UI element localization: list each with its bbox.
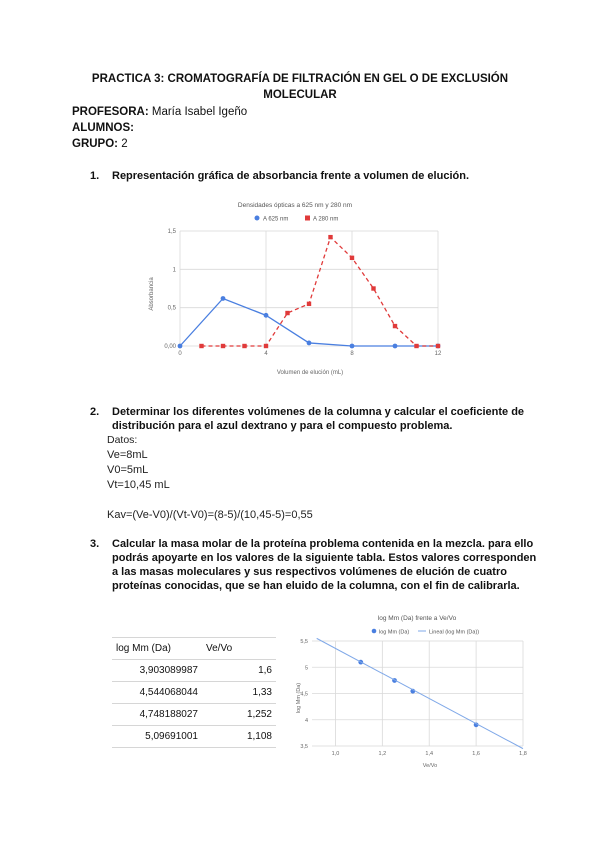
data-point <box>178 344 183 349</box>
x-tick-label: 0 <box>178 351 182 357</box>
vt-value: Vt=10,45 mL <box>107 479 170 491</box>
data-point <box>264 344 268 348</box>
table-row <box>112 682 276 704</box>
data-point <box>393 324 397 328</box>
grupo-value: 2 <box>121 138 128 150</box>
table-row <box>112 726 276 748</box>
section-1-text: Representación gráfica de absorbancia frente a volumen de elución. <box>112 170 469 182</box>
section-3-text: Calcular la masa molar de la proteína problema contenida en la mezcla. para ello podrás apoyarte en los valores de la siguiente tabla. Estos valores corresponden a las masas moleculares y sus respectivos volúmenes de elución de cuatro proteínas conocidas, que se han eluido de la columna, con el fin de calibrarla. <box>112 538 537 592</box>
chart1-grid <box>180 231 438 346</box>
chart2-x-label: Ve/Vo <box>422 763 438 769</box>
alumnos-line <box>72 121 134 136</box>
x-tick-label: 1,8 <box>519 751 527 757</box>
chart1-legend-1: A 625 nm <box>263 216 289 223</box>
y-tick-label: 4,5 <box>300 691 308 698</box>
table-header-cell: Ve/Vo <box>202 638 276 660</box>
x-tick-label: 1,2 <box>378 751 387 757</box>
y-tick-label: 1 <box>172 267 176 274</box>
y-tick-label: 1,5 <box>167 229 176 235</box>
data-point <box>221 296 226 301</box>
table-row <box>112 660 276 682</box>
section-3 <box>90 537 550 607</box>
grupo-label: GRUPO: <box>72 138 118 150</box>
x-tick-label: 12 <box>434 351 442 357</box>
data-point <box>414 344 418 348</box>
table-header-row <box>112 638 276 660</box>
section-1-number: 1. <box>90 170 100 182</box>
chart1-ticks <box>164 229 442 357</box>
kav-formula: Kav=(Ve-V0)/(Vt-V0)=(8-5)/(10,45-5)=0,55 <box>107 509 313 521</box>
datos-label: Datos: <box>107 434 138 446</box>
legend-point-marker <box>372 629 377 634</box>
table-cell: 5,09691001 <box>112 726 202 748</box>
x-tick-label: 1,6 <box>472 751 480 757</box>
table-cell: 1,252 <box>202 704 276 726</box>
doc-title-line-2: MOLECULAR <box>263 89 337 101</box>
chart2-grid <box>312 641 523 746</box>
x-tick-label: 1,4 <box>425 751 434 757</box>
chart2-legend-2: Lineal (log Mm (Da)) <box>429 629 480 636</box>
data-point <box>242 344 246 348</box>
chart2-legend <box>372 629 480 636</box>
data-point <box>350 256 354 260</box>
calibration-table <box>112 637 276 748</box>
chart2-legend-1: log Mm (Da) <box>379 629 410 636</box>
grupo-line <box>72 137 128 152</box>
data-point <box>328 235 332 239</box>
table-cell: 1,33 <box>202 682 276 704</box>
data-point <box>436 344 440 348</box>
chart1-x-label: Volumen de elución (mL) <box>276 370 344 376</box>
data-point <box>264 313 269 318</box>
data-point <box>285 311 289 315</box>
section-2 <box>90 405 550 435</box>
legend-blue-marker <box>255 216 260 221</box>
y-tick-label: 4 <box>304 717 308 724</box>
series-line <box>202 237 439 346</box>
x-tick-label: 8 <box>350 351 354 357</box>
table-header-cell: log Mm (Da) <box>112 638 202 660</box>
table-cell: 3,903089987 <box>112 660 202 682</box>
chart1-series <box>178 235 441 348</box>
chart2-y-label: log Mm (Da) <box>296 682 302 714</box>
table-cell: 1,108 <box>202 726 276 748</box>
chart2-ticks <box>300 639 526 757</box>
chart1-legend-2: A 280 nm <box>313 216 339 223</box>
doc-title-line-1: PRACTICA 3: CROMATOGRAFÍA DE FILTRACIÓN EN GEL O DE EXCLUSIÓN <box>91 73 509 85</box>
data-point <box>199 344 203 348</box>
y-tick-label: 5 <box>304 665 308 672</box>
profesora-value: María Isabel Igeño <box>151 106 248 118</box>
data-point <box>350 344 355 349</box>
table-cell: 4,544068044 <box>112 682 202 704</box>
section-1 <box>90 169 550 185</box>
chart1-legend <box>255 216 339 223</box>
y-tick-label: 0,00 <box>164 344 176 350</box>
profesora-label: PROFESORA: <box>72 106 149 118</box>
y-tick-label: 0,5 <box>167 305 176 312</box>
section-2-text: Determinar los diferentes volúmenes de la columna y calcular el coeficiente de distribución para el azul dextrano y para el compuesto problema. <box>112 406 525 432</box>
data-point <box>371 286 375 290</box>
table-cell: 1,6 <box>202 660 276 682</box>
table-row <box>112 704 276 726</box>
table-cell: 4,748188027 <box>112 704 202 726</box>
y-tick-label: 3,5 <box>300 744 308 750</box>
y-tick-label: 5,5 <box>300 639 308 645</box>
x-tick-label: 4 <box>264 351 268 357</box>
x-tick-label: 1,0 <box>331 751 340 757</box>
calibration-chart <box>290 610 530 770</box>
ve-value: Ve=8mL <box>107 449 148 461</box>
data-point <box>307 302 311 306</box>
alumnos-label: ALUMNOS: <box>72 122 134 134</box>
absorbance-chart <box>140 196 450 384</box>
data-point <box>393 344 398 349</box>
v0-value: V0=5mL <box>107 464 149 476</box>
data-point <box>221 344 225 348</box>
chart1-title: Densidades ópticas a 625 nm y 280 nm <box>237 202 353 209</box>
section-2-number: 2. <box>90 406 100 418</box>
profesora-line <box>72 105 247 120</box>
legend-red-marker <box>305 216 310 221</box>
data-point <box>307 341 312 346</box>
chart1-y-label: Absorbancia <box>149 277 155 311</box>
section-3-number: 3. <box>90 538 100 550</box>
chart2-title: log Mm (Da) frente a Ve/Vo <box>377 615 457 622</box>
